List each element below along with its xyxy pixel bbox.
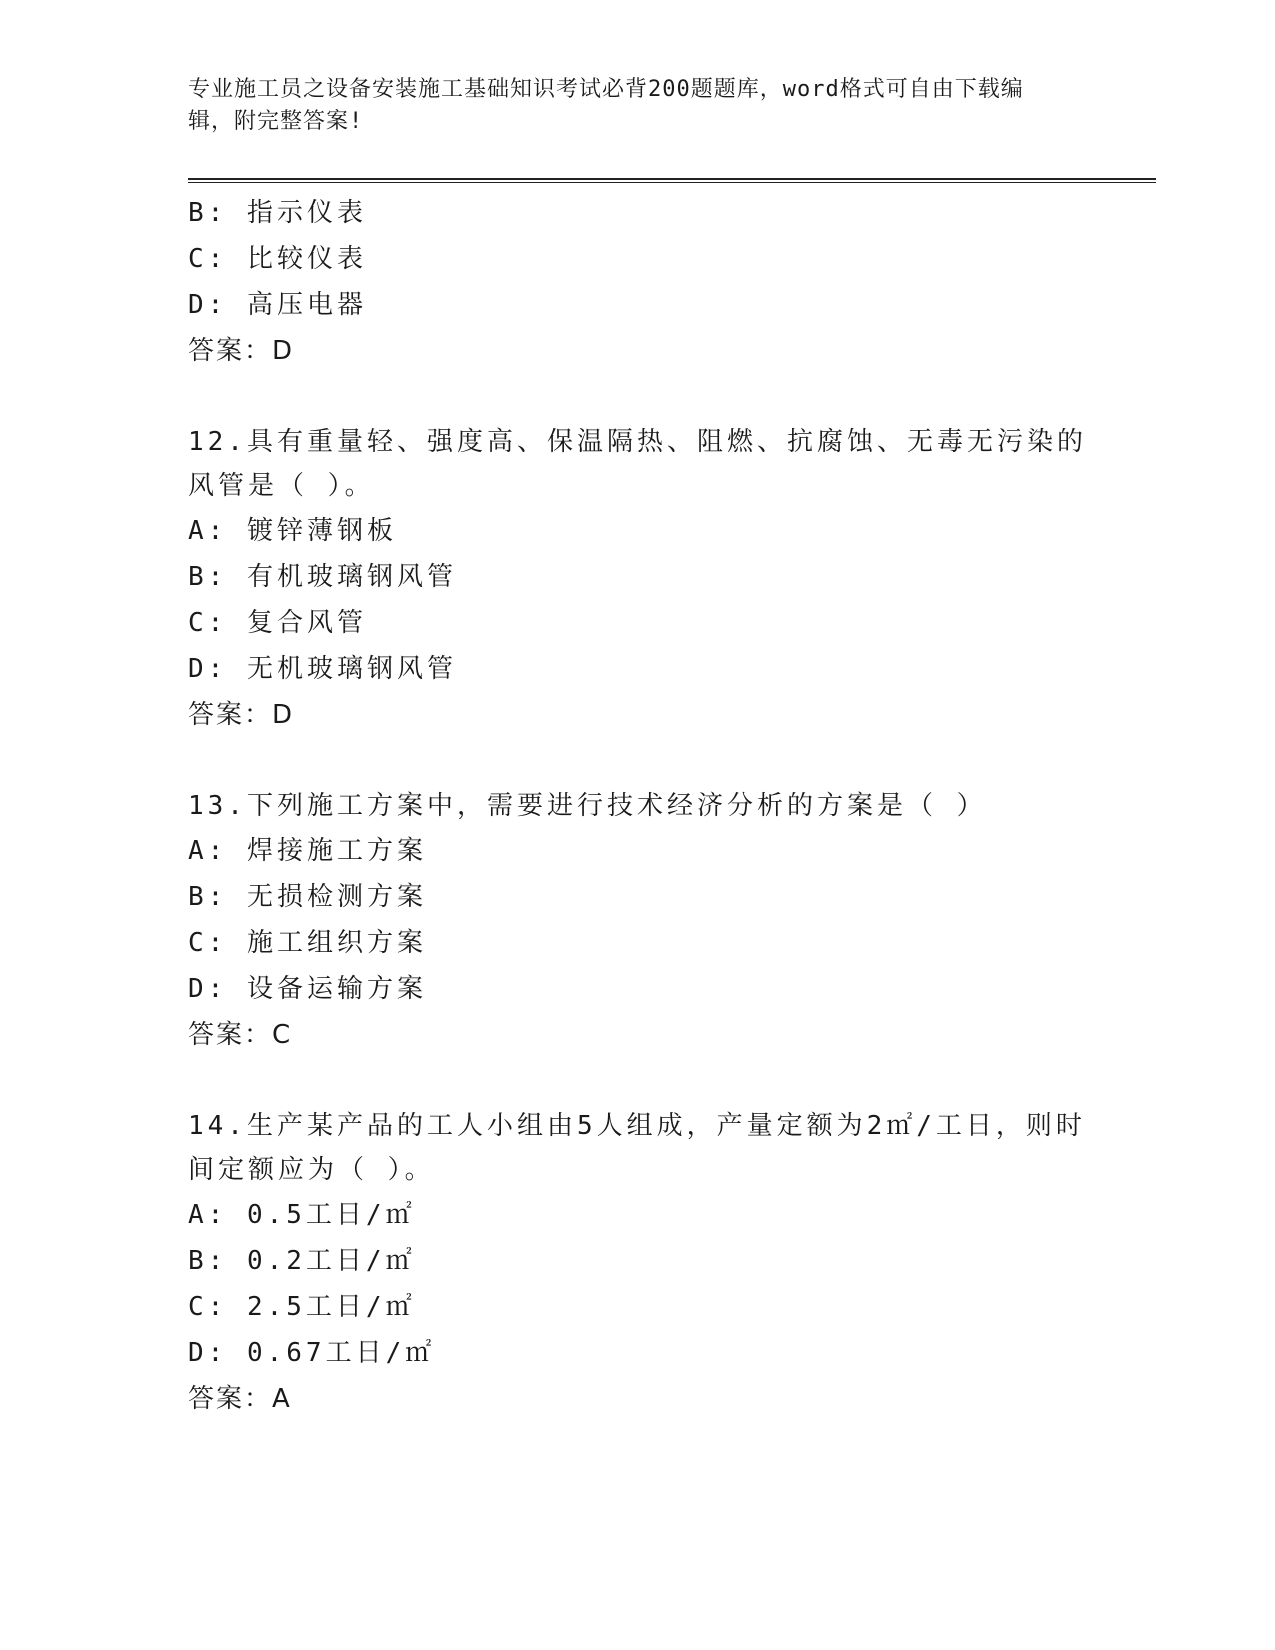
option-d: D: 无机玻璃钢风管 — [188, 654, 457, 684]
question-11-tail — [188, 190, 1088, 374]
spacer — [188, 374, 1088, 420]
question-12 — [188, 420, 1088, 738]
answer: 答案：A — [188, 1384, 292, 1414]
option-d: D: 高压电器 — [188, 290, 367, 320]
option-b: B: 0.2工日/㎡ — [188, 1246, 416, 1276]
option-c: C: 复合风管 — [188, 608, 367, 638]
question-list — [188, 190, 1088, 1422]
spacer — [188, 738, 1088, 784]
spacer — [188, 1058, 1088, 1104]
document-header: 专业施工员之设备安装施工基础知识考试必背200题题库，word格式可自由下载编辑，附完整答案! — [188, 77, 1024, 134]
option-b: B: 有机玻璃钢风管 — [188, 562, 457, 592]
option-c: C: 2.5工日/㎡ — [188, 1292, 416, 1322]
option-d: D: 0.67工日/㎡ — [188, 1338, 436, 1368]
question-stem: 12.具有重量轻、强度高、保温隔热、阻燃、抗腐蚀、无毒无污染的风管是（ ）。 — [188, 427, 1087, 501]
answer: 答案：D — [188, 336, 295, 366]
question-stem: 13.下列施工方案中，需要进行技术经济分析的方案是（ ） — [188, 791, 987, 821]
header-divider — [188, 178, 1156, 183]
answer: 答案：D — [188, 700, 295, 730]
option-b: B: 指示仪表 — [188, 198, 367, 228]
option-a: A: 0.5工日/㎡ — [188, 1200, 416, 1230]
question-14 — [188, 1104, 1088, 1422]
question-stem: 14.生产某产品的工人小组由5人组成，产量定额为2㎡/工日，则时间定额应为（ ）。 — [188, 1111, 1086, 1185]
option-c: C: 施工组织方案 — [188, 928, 427, 958]
question-13 — [188, 784, 1088, 1058]
option-a: A: 焊接施工方案 — [188, 836, 427, 866]
answer: 答案：C — [188, 1020, 293, 1050]
option-d: D: 设备运输方案 — [188, 974, 427, 1004]
option-a: A: 镀锌薄钢板 — [188, 516, 397, 546]
option-b: B: 无损检测方案 — [188, 882, 427, 912]
option-c: C: 比较仪表 — [188, 244, 367, 274]
